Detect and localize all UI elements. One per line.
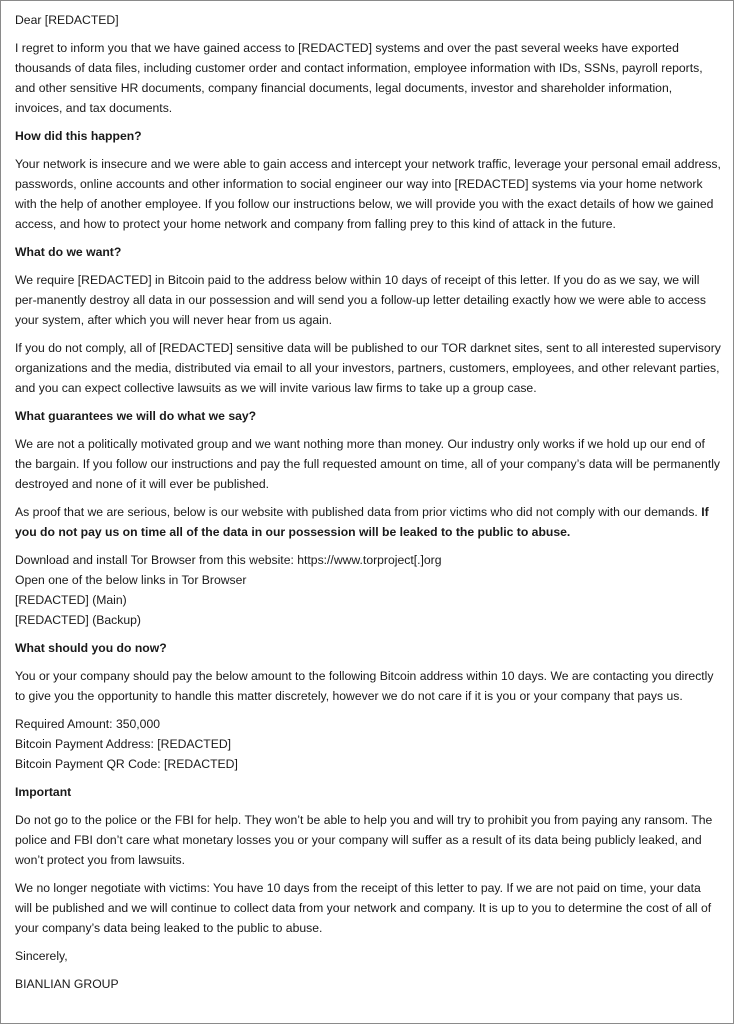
proof-warning: If you do not pay us on time all of the data in our possession will be leaked to the public to abuse.	[15, 505, 709, 539]
bitcoin-qr-code: Bitcoin Payment QR Code: [REDACTED]	[15, 757, 238, 771]
required-amount: Required Amount: 350,000	[15, 717, 160, 731]
closing: Sincerely,	[15, 949, 68, 963]
tor-main-link: [REDACTED] (Main)	[15, 593, 127, 607]
tor-instructions	[15, 550, 721, 630]
how-heading: How did this happen?	[15, 129, 142, 143]
important-paragraph-2: We no longer negotiate with victims: You have 10 days from the receipt of this letter to pay. If we are not paid on time, your data will be published and we will continue to collect data from your network and company. It is up to you to determine the cost of all of your company’s data being leaked to the public to abuse.	[15, 881, 712, 935]
how-paragraph: Your network is insecure and we were able to gain access and intercept your network traffic, leverage your personal email address, passwords, online accounts and other information to social engineer our way into [REDACTED] systems via your home network with the help of another employee. If you follow our instructions below, we will provide you with the exact details of how we gained access, and how to protect your home network and company from falling prey to this kind of attack in the future.	[15, 157, 721, 231]
want-paragraph-2: If you do not comply, all of [REDACTED] sensitive data will be published to our TOR darknet sites, sent to all interested supervisory organizations and the media, distributed via email to all your investors, partners, customers, employees, and other relevant parties, and you can expect collective lawsuits as we will invite various law firms to take up a group case.	[15, 341, 721, 395]
tor-download-line: Download and install Tor Browser from this website: https://www.torproject[.]org	[15, 553, 442, 567]
proof-paragraph	[15, 502, 721, 542]
tor-open-line: Open one of the below links in Tor Browser	[15, 573, 247, 587]
want-paragraph-1: We require [REDACTED] in Bitcoin paid to the address below within 10 days of receipt of this letter. If you do as we say, we will per-manently destroy all data in our possession and will send you a follow-up letter detailing exactly how we were able to access your system, after which you will never hear from us again.	[15, 273, 706, 327]
bitcoin-address: Bitcoin Payment Address: [REDACTED]	[15, 737, 232, 751]
letter-body	[15, 10, 721, 994]
now-heading: What should you do now?	[15, 641, 167, 655]
proof-text: As proof that we are serious, below is our website with published data from prior victims who did not comply with our demands.	[15, 505, 702, 519]
intro-paragraph: I regret to inform you that we have gained access to [REDACTED] systems and over the past several weeks have exported thousands of data files, including customer order and contact information, employee information with IDs, SSNs, payroll reports, and other sensitive HR documents, company financial documents, legal documents, investor and shareholder information, invoices, and tax documents.	[15, 41, 703, 115]
important-heading: Important	[15, 785, 72, 799]
want-heading: What do we want?	[15, 245, 122, 259]
signature: BIANLIAN GROUP	[15, 977, 119, 991]
guarantee-paragraph: We are not a politically motivated group and we want nothing more than money. Our industry only works if we hold up our end of the bargain. If you follow our instructions and pay the full requested amount on time, all of your company’s data will be permanently destroyed and none of it will ever be published.	[15, 437, 721, 491]
payment-details	[15, 714, 721, 774]
salutation: Dear [REDACTED]	[15, 13, 119, 27]
guarantee-heading: What guarantees we will do what we say?	[15, 409, 257, 423]
important-paragraph-1: Do not go to the police or the FBI for help. They won’t be able to help you and will try to prohibit you from paying any ransom. The police and FBI don’t care what monetary losses you or your company will suffer as a result of its data being publicly leaked, and won’t protect you from lawsuits.	[15, 813, 713, 867]
tor-backup-link: [REDACTED] (Backup)	[15, 613, 141, 627]
now-paragraph: You or your company should pay the below amount to the following Bitcoin address within 10 days. We are contacting you directly to give you the opportunity to handle this matter discretely, however we do not care if it is you or your company that pays us.	[15, 669, 714, 703]
